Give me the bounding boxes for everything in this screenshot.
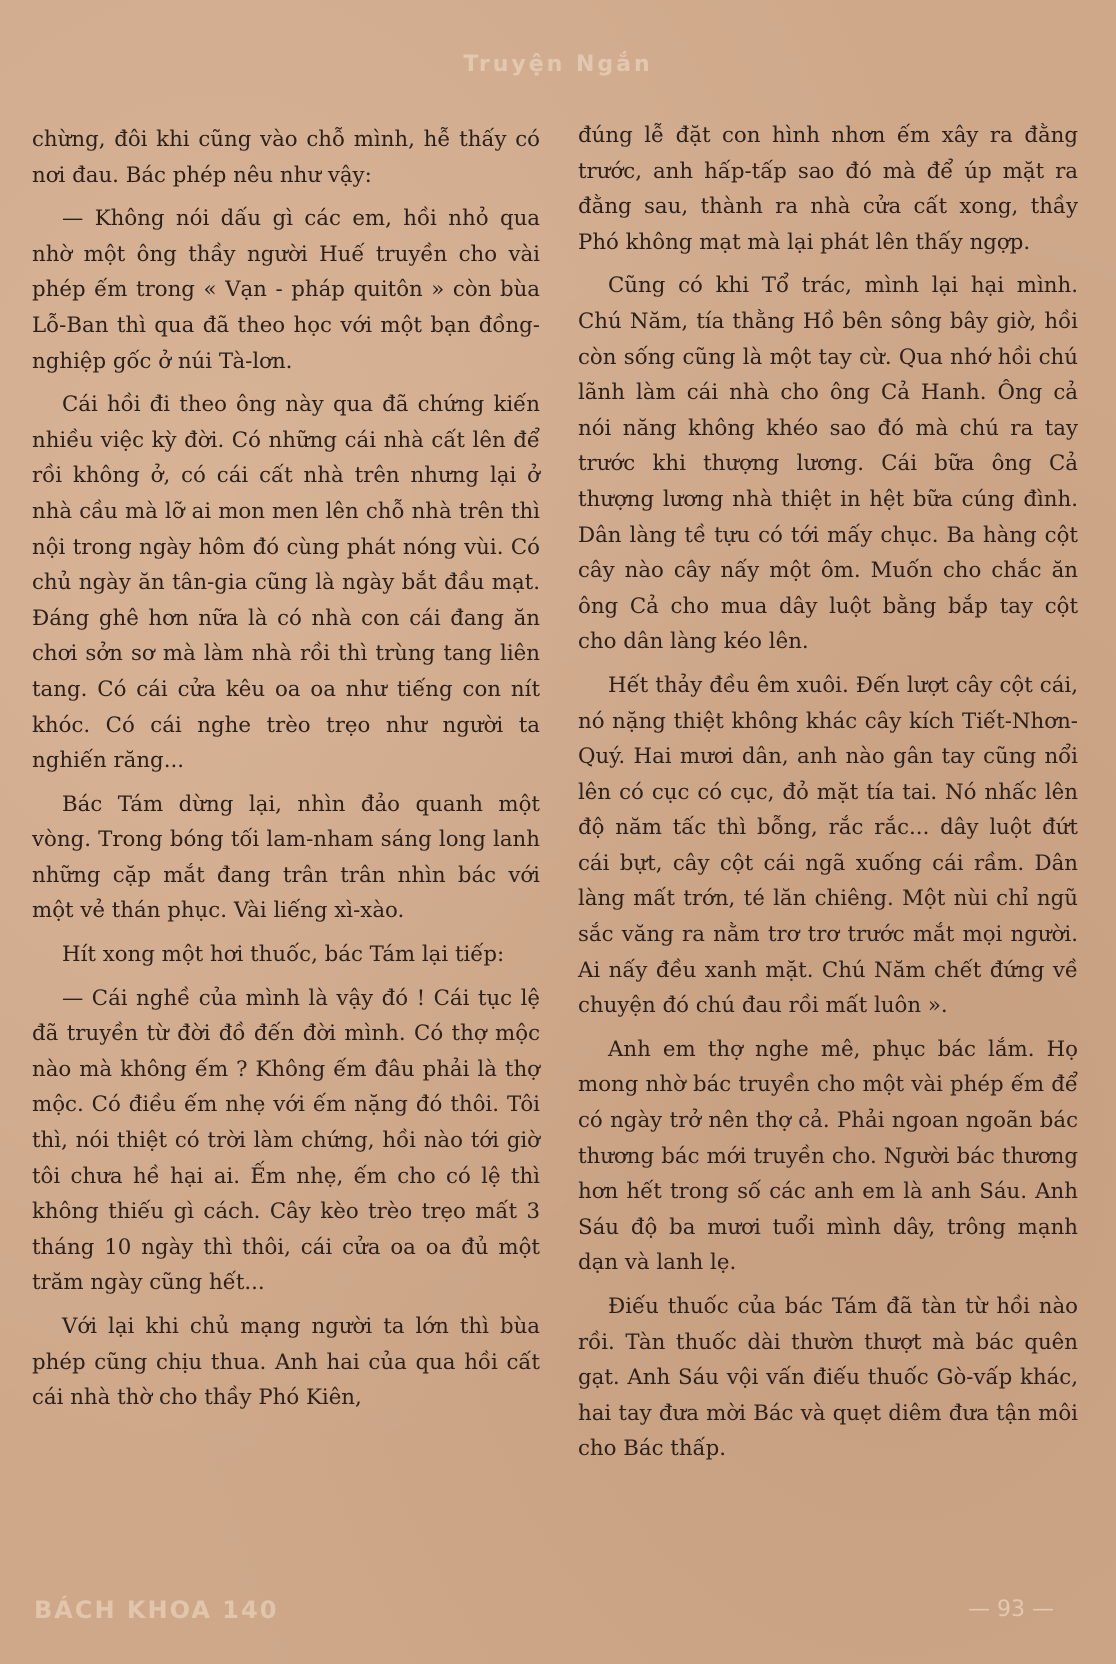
paragraph: Với lại khi chủ mạng người ta lớn thì bùa phép cũng chịu thua. Anh hai của qua hồi cất cái nhà thờ cho thầy Phó Kiên, xyxy=(32,1314,540,1411)
left-column xyxy=(32,122,540,1424)
running-head: Truyện Ngắn xyxy=(463,52,653,77)
paragraph: — Không nói dấu gì các em, hồi nhỏ qua nhờ một ông thầy người Huế truyền cho vài phép ếm trong « Vạn - pháp quitôn » còn bùa Lỗ-Ban thì qua đã theo học với một bạn đồng-nghiệp gốc ở núi Tà-lơn. xyxy=(32,206,540,374)
paragraph: đúng lễ đặt con hình nhơn ếm xây ra đằng trước, anh hấp-tấp sao đó mà để úp mặt ra đằng sau, thành ra nhà cửa cất xong, thầy Phó không mạt mà lại phát lên thấy ngợp. xyxy=(578,123,1078,255)
paragraph: — Cái nghề của mình là vậy đó ! Cái tục lệ đã truyền từ đời đồ đến đời mình. Có thợ mộc nào mà không ếm ? Không ếm đâu phải là thợ mộc. Có điều ếm nhẹ với ếm nặng đó thôi. Tôi thì, nói thiệt có trời làm chứng, hồi nào tới giờ tôi chưa hề hại ai. Ếm nhẹ, ếm cho có lệ thì không thiếu gì cách. Cây kèo trèo trẹo mất 3 tháng 10 ngày thì thôi, cái cửa oa oa đủ một trăm ngày cũng hết... xyxy=(32,985,540,1296)
paragraph: Hết thảy đều êm xuôi. Đến lượt cây cột cái, nó nặng thiệt không khác cây kích Tiết-Nhơn-Quý. Hai mươi dân, anh nào gân tay cũng nổi lên có cục có cục, đỏ mặt tía tai. Nó nhấc lên độ năm tấc thì bỗng, rắc rắc... dây luột đứt cái bựt, cây cột cái ngã xuống cái rầm. Dân làng mất trớn, té lăn chiêng. Một nùi chỉ ngũ sắc văng ra nằm trơ trơ trước mắt mọi người. Ai nấy đều xanh mặt. Chú Năm chết đứng về chuyện đó chú đau rồi mất luôn ». xyxy=(578,672,1078,1019)
paragraph: Hít xong một hơi thuốc, bác Tám lại tiếp: xyxy=(62,942,505,968)
right-column xyxy=(578,118,1078,1475)
paragraph: Bác Tám dừng lại, nhìn đảo quanh một vòng. Trong bóng tối lam-nham sáng long lanh những cặp mắt đang trân trân nhìn bác với một vẻ thán phục. Vài liếng xì-xào. xyxy=(32,791,540,924)
paragraph: Cái hồi đi theo ông này qua đã chứng kiến nhiều việc kỳ đời. Có những cái nhà cất lên để rồi không ở, có cái cất nhà trên nhưng lại ở nhà cầu mà lỡ ai mon men lên chỗ nhà trên thì nội trong ngày hôm đó cùng phát nóng vùi. Có chủ ngày ăn tân-gia cũng là ngày bắt đầu mạt. Đáng ghê hơn nữa là có nhà con cái đang ăn chơi sởn sơ mà làm nhà rồi thì trùng tang liên tang. Có cái cửa kêu oa oa như tiếng con nít khóc. Có cái nghe trèo trẹo như người ta nghiến răng... xyxy=(32,392,540,774)
paragraph: chừng, đôi khi cũng vào chỗ mình, hễ thấy có nơi đau. Bác phép nêu như vậy: xyxy=(32,127,540,188)
magazine-folio: BÁCH KHOA 140 xyxy=(34,1596,279,1624)
page-number: — 93 — xyxy=(968,1597,1054,1622)
paragraph: Anh em thợ nghe mê, phục bác lắm. Họ mong nhờ bác truyền cho một vài phép ếm để có ngày trở nên thợ cả. Phải ngoan ngoãn bác thương bác mới truyền cho. Người bác thương hơn hết trong số các anh em là anh Sáu. Anh Sáu độ ba mươi tuổi mình dây, trông mạnh dạn và lanh lẹ. xyxy=(578,1036,1078,1276)
paragraph: Cũng có khi Tổ trác, mình lại hại mình. Chú Năm, tía thằng Hồ bên sông bây giờ, hồi còn sống cũng là một tay cừ. Qua nhớ hồi chú lãnh làm cái nhà cho ông Cả Hanh. Ông cả nói năng không khéo sao đó mà chú ra tay trước khi thượng lương. Cái bữa ông Cả thượng lương nhà thiệt in hệt bữa cúng đình. Dân làng tề tựu có tới mấy chục. Ba hàng cột cây nào cây nấy một ôm. Muốn cho chắc ăn ông Cả cho mua dây luột bằng bắp tay cột cho dân làng kéo lên. xyxy=(578,273,1078,655)
paragraph: Điếu thuốc của bác Tám đã tàn từ hồi nào rồi. Tàn thuốc dài thườn thượt mà bác quên gạt. Anh Sáu vội vấn điếu thuốc Gò-vấp khác, hai tay đưa mời Bác và quẹt diêm đưa tận môi cho Bác thấp. xyxy=(578,1294,1078,1462)
